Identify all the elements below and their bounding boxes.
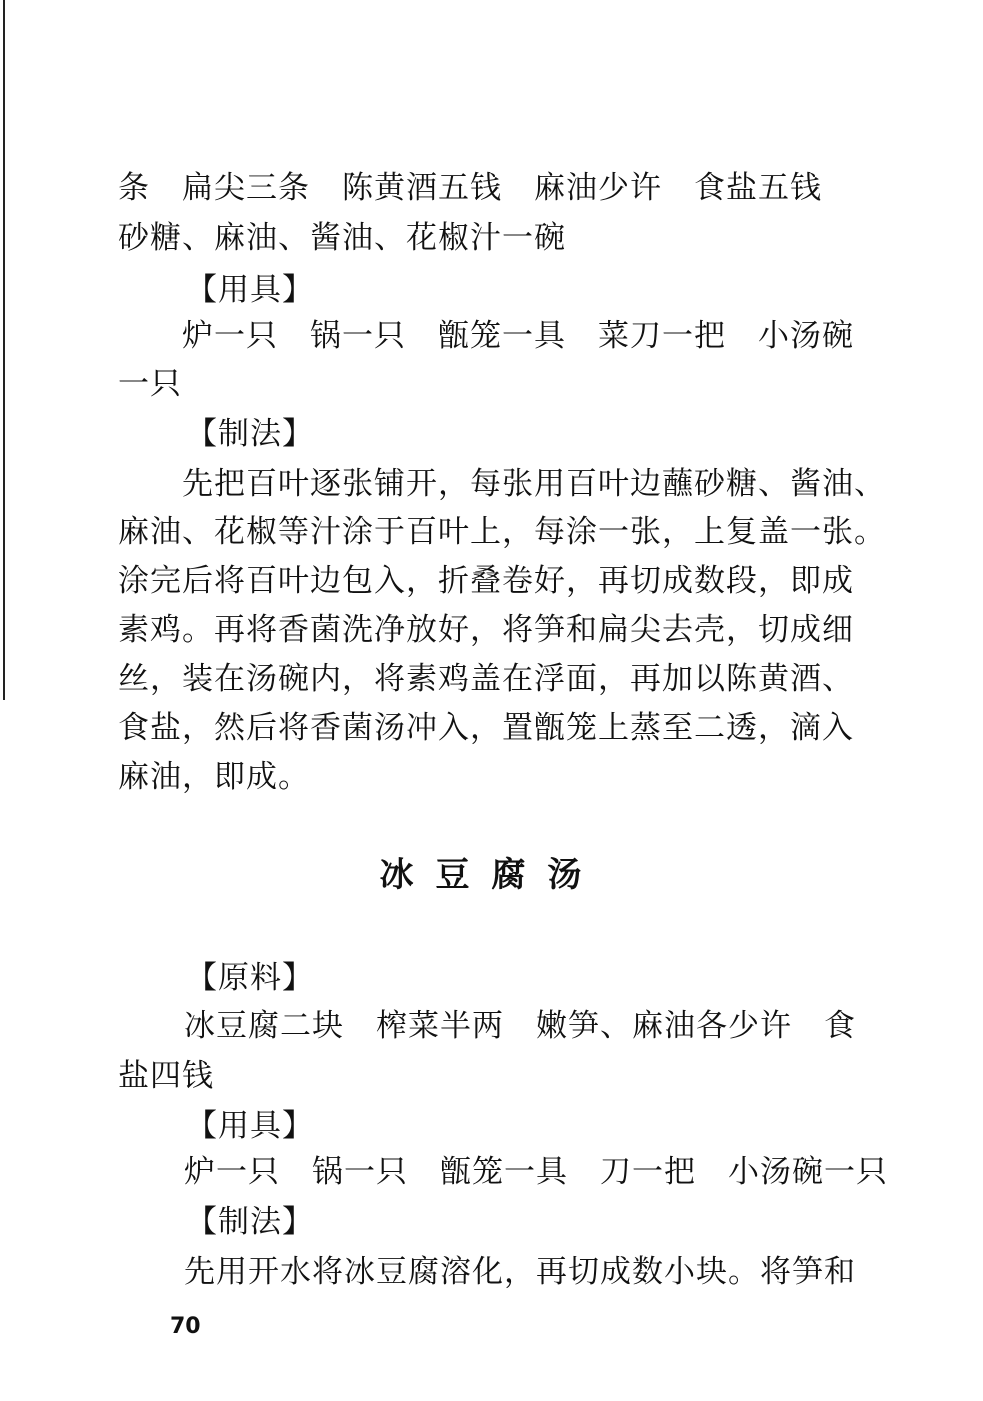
ingredients-line: 砂糖、麻油、酱油、花椒汁一碗 [118, 220, 566, 256]
ingredients-line: 冰豆腐二块 榨菜半两 嫩笋、麻油各少许 食 [184, 1008, 856, 1044]
ingredients-line: 条 扁尖三条 陈黄酒五钱 麻油少许 食盐五钱 [118, 170, 822, 206]
tools-heading: 【用具】 [186, 272, 314, 308]
method-line: 先用开水将冰豆腐溶化，再切成数小块。将笋和 [184, 1254, 856, 1290]
tools-line: 炉一只 锅一只 甑笼一具 菜刀一把 小汤碗 [182, 318, 854, 354]
method-line: 素鸡。再将香菌洗净放好，将笋和扁尖去壳，切成细 [118, 612, 854, 648]
method-line: 麻油，即成。 [118, 759, 310, 795]
method-heading: 【制法】 [186, 416, 314, 452]
page-number: 70 [170, 1314, 201, 1339]
method-line: 涂完后将百叶边包入，折叠卷好，再切成数段，即成 [118, 563, 854, 599]
method-line: 丝，装在汤碗内，将素鸡盖在浮面，再加以陈黄酒、 [118, 661, 854, 697]
ingredients-heading: 【原料】 [186, 960, 314, 996]
tools-line: 炉一只 锅一只 甑笼一具 刀一把 小汤碗一只 [184, 1154, 888, 1190]
page-edge [3, 0, 5, 700]
tools-heading: 【用具】 [186, 1108, 314, 1144]
method-heading: 【制法】 [186, 1204, 314, 1240]
recipe-title: 冰豆腐汤 [379, 855, 604, 895]
ingredients-line: 盐四钱 [118, 1058, 214, 1094]
method-line: 麻油、花椒等汁涂于百叶上，每涂一张，上复盖一张。 [118, 514, 886, 550]
method-line: 先把百叶逐张铺开，每张用百叶边蘸砂糖、酱油、 [182, 466, 886, 502]
tools-line: 一只 [118, 366, 182, 402]
method-line: 食盐，然后将香菌汤冲入，置甑笼上蒸至二透，滴入 [118, 710, 854, 746]
